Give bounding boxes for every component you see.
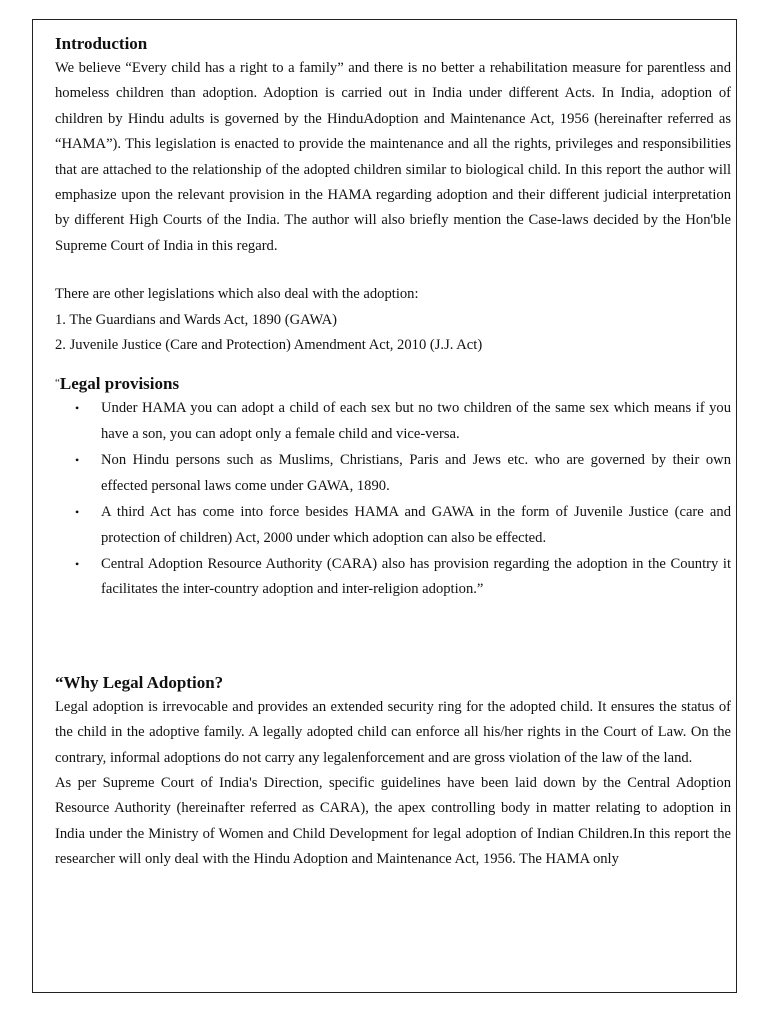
- bullet-icon: •: [75, 401, 80, 416]
- legal-provisions-heading: [55, 371, 731, 396]
- list-item: [55, 396, 731, 447]
- introduction-paragraph: We believe “Every child has a right to a family” and there is no better a rehabilitation measure for parentless and homeless children than adoption. Adoption is carried out in India under different Acts. In India, adoption of children by Hindu adults is governed by the HinduAdoption and Maintenance Act, 1956 (hereinafter referred as “HAMA”). This legislation is enacted to provide the maintenance and all the rights, privileges and responsibilities that are attached to the relationship of the adopted children similar to biological child. In this report the author will emphasize upon the relevant provision in the HAMA regarding adoption and their different judicial interpretation by different High Courts of the India. The author will also briefly mention the Case-laws decided by the Hon'ble Supreme Court of India in this regard.: [55, 60, 731, 254]
- why-legal-adoption-heading: “Why Legal Adoption?: [55, 672, 224, 692]
- bullet-icon: •: [75, 453, 80, 468]
- list-item-text: Non Hindu persons such as Muslims, Christians, Paris and Jews etc. who are governed by their own effected personal laws come under GAWA, 1890.: [101, 452, 731, 494]
- document-body: [55, 31, 731, 873]
- legal-provisions-list: [55, 396, 731, 602]
- list-item-text: Under HAMA you can adopt a child of each sex but no two children of the same sex which means if you have a son, you can adopt only a female child and vice-versa.: [101, 400, 731, 442]
- list-item: [55, 500, 731, 551]
- legislation-item: 2. Juvenile Justice (Care and Protection) Amendment Act, 2010 (J.J. Act): [55, 337, 483, 354]
- legal-provisions-title: Legal provisions: [59, 374, 180, 394]
- why-legal-adoption-paragraph-1: Legal adoption is irrevocable and provides an extended security ring for the adopted child. It ensures the status of the child in the adoptive family. A legally adopted child can enforce all his/her rights in the Court of Law. On the contrary, informal adoptions do not carry any legalenforcement and are gross violation of the law of the land.: [55, 698, 731, 766]
- introduction-heading: Introduction: [55, 34, 148, 53]
- opening-quote-mark: “: [55, 377, 60, 390]
- bullet-icon: •: [75, 556, 80, 571]
- bullet-icon: •: [75, 505, 80, 520]
- list-item-text: Central Adoption Resource Authority (CARA) also has provision regarding the adoption in the Country it facilitates the inter-country adoption and inter-religion adoption.”: [101, 555, 731, 598]
- list-item: [55, 448, 731, 499]
- spacer: [55, 259, 731, 282]
- other-legislations-intro: There are other legislations which also deal with the adoption:: [55, 286, 419, 303]
- list-item-text: A third Act has come into force besides HAMA and GAWA in the form of Juvenile Justice (care and protection of children) Act, 2000 under which adoption can also be effected.: [101, 504, 731, 546]
- list-item: [55, 552, 731, 603]
- legislation-item: 1. The Guardians and Wards Act, 1890 (GAWA): [55, 311, 338, 328]
- why-legal-adoption-paragraph-2: As per Supreme Court of India's Direction, specific guidelines have been laid down by the Central Adoption Resource Authority (hereinafter referred as CARA), the apex controlling body in matter relating to adoption in India under the Ministry of Women and Child Development for legal adoption of Indian Children.In this report the researcher will only deal with the Hindu Adoption and Maintenance Act, 1956. The HAMA only: [55, 774, 731, 868]
